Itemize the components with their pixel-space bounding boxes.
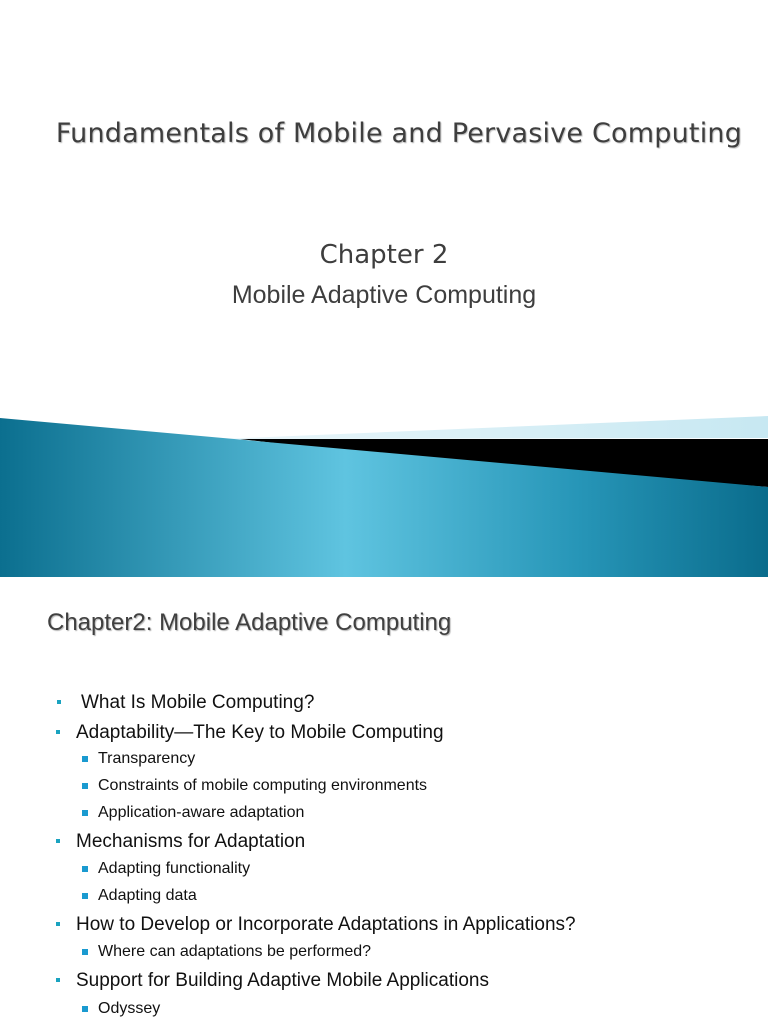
bullet-marker-icon xyxy=(56,730,60,734)
bullet-marker-icon xyxy=(57,700,61,704)
bullet-marker-icon xyxy=(82,810,88,816)
bullet-text: Adaptability—The Key to Mobile Computing xyxy=(76,722,444,743)
bullet-text: Constraints of mobile computing environments xyxy=(98,777,428,794)
bullet-marker-icon xyxy=(82,1006,88,1012)
sub-bullet-item xyxy=(98,943,371,961)
content-slide xyxy=(0,577,768,1024)
bullet-list xyxy=(0,577,768,1024)
bullet-text: Support for Building Adaptive Mobile Applications xyxy=(76,970,489,991)
decorative-band xyxy=(0,380,768,577)
sub-bullet-item xyxy=(98,1000,160,1018)
bullet-text: How to Develop or Incorporate Adaptations in Applications? xyxy=(76,914,576,935)
sub-bullet-item xyxy=(98,804,304,822)
bullet-marker-icon xyxy=(56,922,60,926)
sub-bullet-item xyxy=(98,887,197,905)
bullet-text: Transparency xyxy=(98,750,196,767)
bullet-marker-icon xyxy=(82,783,88,789)
sub-bullet-item xyxy=(98,860,250,878)
bullet-item xyxy=(81,692,314,714)
bullet-text: Mechanisms for Adaptation xyxy=(76,831,306,852)
bullet-item xyxy=(76,914,576,936)
chapter-number: Chapter 2 xyxy=(319,240,449,270)
sub-bullet-item xyxy=(98,750,195,768)
bullet-item xyxy=(76,970,489,992)
bullet-marker-icon xyxy=(56,978,60,982)
bullet-marker-icon xyxy=(82,893,88,899)
bullet-text: Adapting functionality xyxy=(98,860,251,877)
bullet-marker-icon xyxy=(82,756,88,762)
bullet-item xyxy=(76,722,444,744)
bullet-text: Where can adaptations be performed? xyxy=(98,943,372,960)
pale-wedge xyxy=(220,416,768,439)
bullet-marker-icon xyxy=(56,839,60,843)
slide-title: Chapter2: Mobile Adaptive Computing xyxy=(47,609,452,636)
presentation-title: Fundamentals of Mobile and Pervasive Computing xyxy=(55,118,743,149)
bullet-marker-icon xyxy=(82,866,88,872)
bullet-text: Odyssey xyxy=(98,1000,161,1017)
bullet-text: What Is Mobile Computing? xyxy=(81,692,315,713)
bullet-text: Application-aware adaptation xyxy=(98,804,305,821)
chapter-subtitle: Mobile Adaptive Computing xyxy=(231,281,537,309)
bullet-text: Adapting data xyxy=(98,887,197,904)
bullet-marker-icon xyxy=(82,949,88,955)
bullet-item xyxy=(76,831,305,853)
sub-bullet-item xyxy=(98,777,427,795)
